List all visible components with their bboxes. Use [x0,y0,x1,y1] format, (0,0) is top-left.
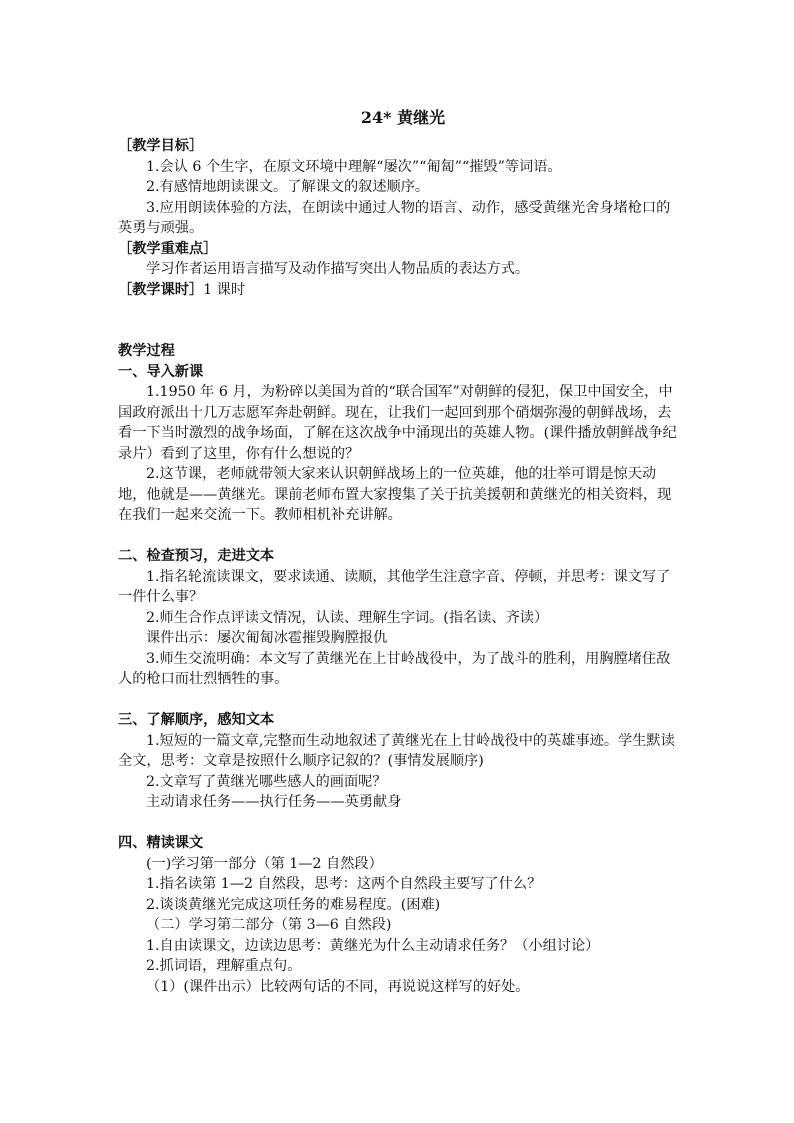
section-4-para-4: 2.抓词语，理解重点句。 [146,958,302,974]
section-3-para-3: 主动请求任务——执行任务——英勇献身 [146,794,402,810]
section-3-heading: 三、了解顺序，感知文本 [118,712,275,728]
process-heading: 教学过程 [118,343,175,359]
hours-line [118,280,678,301]
section-2-heading: 二、检查预习，走进文本 [118,548,275,564]
section-1-para-2: 2.这节课，老师就带领大家来认识朝鲜战场上的一位英雄，他的壮举可谓是惊天动地，他就是——黄继光。课前老师布置大家搜集了关于抗美援朝和黄继光的相关资料，现在我们一起来交流一下。教师相机补充讲解。 [118,466,672,523]
section-4-para-2: 2.谈谈黄继光完成这项任务的难易程度。(困难) [146,896,441,913]
section-1-para-1: 1.1950 年 6 月，为粉碎以美国为首的“联合国军”对朝鲜的侵犯，保卫中国安全，中国政府派出十几万志愿军奔赴朝鲜。现在，让我们一起回到那个硝烟弥漫的朝鲜战场，去看一下当时激烈的战争场面，了解在这次战争中涌现出的英雄人物。(课件播放朝鲜战争纪录片）看到了这里，你有什么想说的？ [118,384,677,462]
section-2-para-2: 2.师生合作点评读文情况，认读、理解生字词。(指名读、齐读） [146,609,549,626]
goal-item-3: 3.应用朗读体验的方法，在朗读中通过人物的语言、动作，感受黄继光舍身堵枪口的英勇与顽强。 [118,199,671,236]
goal-item-1: 1.会认 6 个生字，在原文环境中理解“屡次”“匍匐”“摧毁”等词语。 [146,158,562,175]
section-2-para-1: 1.指名轮流读课文，要求读通、读顺，其他学生注意字音、停顿，并思考：课文写了一件什么事？ [118,568,671,605]
section-4-para-1: 1.指名读第 1—2 自然段，思考：这两个自然段主要写了什么？ [146,876,542,892]
section-4-heading: 四、精读课文 [118,835,204,851]
section-4-sub-1: (一)学习第一部分（第 1—2 自然段） [146,855,383,872]
section-3-para-2: 2.文章写了黄继光哪些感人的画面呢？ [146,773,387,790]
goal-item-2: 2.有感情地朗读课文。了解课文的叙述顺序。 [146,179,430,195]
section-2-para-4: 3.师生交流明确：本文写了黄继光在上甘岭战役中，为了战斗的胜利，用胸膛堵住敌人的枪口而壮烈牺牲的事。 [118,650,671,687]
goals-heading: ［教学目标］ [118,138,204,154]
document-page [118,100,678,997]
page-title: 24* 黄继光 [360,108,446,127]
section-4-para-5: （1）(课件出示）比较两句话的不同，再说说这样写的好处。 [146,978,530,995]
section-2-para-3: 课件出示：屡次匍匐冰雹摧毁胸膛报仇 [146,630,388,646]
hours-label: ［教学课时］ [118,281,204,298]
section-4-sub-2: （二）学习第二部分（第 3—6 自然段) [146,917,392,933]
section-1-heading: 一、导入新课 [118,363,204,380]
keypoints-text: 学习作者运用语言描写及动作描写突出人物品质的表达方式。 [146,261,530,277]
section-4-para-3: 1.自由读课文，边读边思考：黄继光为什么主动请求任务？（小组讨论） [146,937,600,954]
hours-value: 1 课时 [203,281,246,298]
keypoints-heading: ［教学重难点］ [118,240,218,257]
section-3-para-1: 1.短短的一篇文章,完整而生动地叙述了黄继光在上甘岭战役中的英雄事迹。学生默读全文，思考：文章是按照什么顺序记叙的？(事情发展顺序) [118,732,675,769]
